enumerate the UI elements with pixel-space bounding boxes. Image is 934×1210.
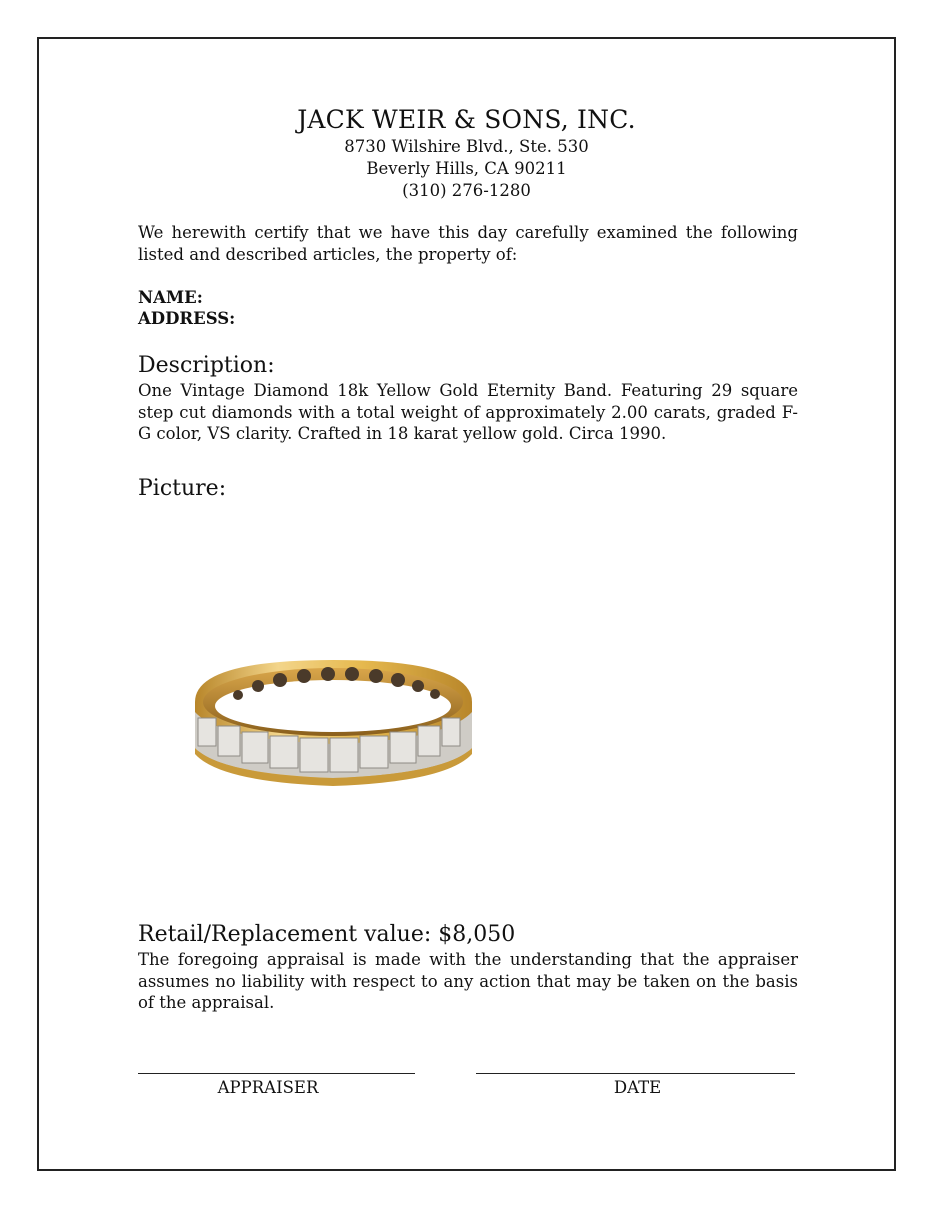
company-address-line1: 8730 Wilshire Blvd., Ste. 530 <box>344 137 589 156</box>
company-phone: (310) 276-1280 <box>402 181 531 200</box>
date-signature-line <box>476 1073 795 1074</box>
disclaimer-text: The foregoing appraisal is made with the understanding that the appraiser assumes no liability with respect to any action that may be taken on the basis of the appraisal. <box>138 950 798 1012</box>
owner-fields <box>138 287 798 329</box>
value-heading: Retail/Replacement value: $8,050 <box>138 922 516 947</box>
description-text: One Vintage Diamond 18k Yellow Gold Eternity Band. Featuring 29 square step cut diamonds with a total weight of approximately 2.00 carats, graded F-G color, VS clarity. Crafted in 18 karat yellow gold. Circa 1990. <box>138 381 798 443</box>
letterhead <box>37 104 896 202</box>
ring-image <box>180 640 490 800</box>
address-label: ADDRESS: <box>138 309 236 328</box>
picture-heading: Picture: <box>138 476 227 501</box>
date-label: DATE <box>613 1078 662 1097</box>
company-address-line2: Beverly Hills, CA 90211 <box>366 159 567 178</box>
description-heading: Description: <box>138 353 275 378</box>
name-label: NAME: <box>138 288 203 307</box>
certification-intro: We herewith certify that we have this day carefully examined the following listed and described articles, the property of: <box>138 223 798 264</box>
appraiser-signature-line <box>138 1073 415 1074</box>
company-name: JACK WEIR & SONS, INC. <box>297 105 636 134</box>
appraiser-label: APPRAISER <box>217 1078 319 1097</box>
